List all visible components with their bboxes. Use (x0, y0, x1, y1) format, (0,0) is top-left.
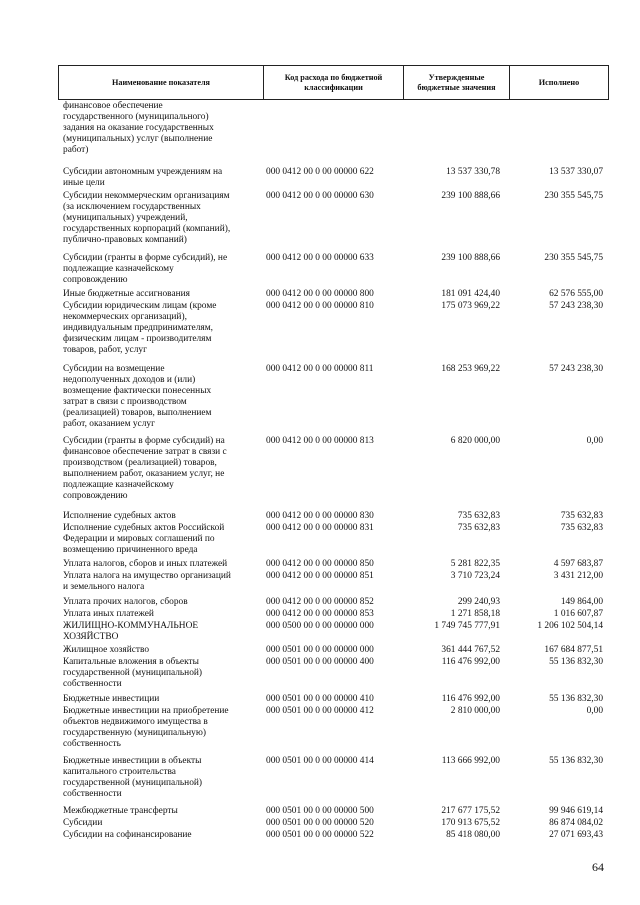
row-code: 000 0412 00 0 00 00000 831 (266, 523, 374, 533)
row-done: 1 016 607,87 (553, 609, 603, 619)
header-name: Наименование показателя (59, 66, 264, 100)
header-done: Исполнено (510, 66, 609, 100)
row-code: 000 0412 00 0 00 00000 810 (266, 301, 374, 311)
row-code: 000 0412 00 0 00 00000 850 (266, 559, 374, 569)
row-done: 735 632,83 (560, 511, 603, 521)
row-name: Субсидии на возмещение недополученных доходов и (или) возмещение фактически понесенных затрат в связи с производством (реализацией) товаров, выполнением работ, оказанием услуг (63, 364, 212, 430)
row-name: Уплата прочих налогов, сборов (63, 597, 188, 607)
row-done: 735 632,83 (560, 523, 603, 533)
row-code: 000 0501 00 0 00 00000 500 (266, 806, 374, 816)
row-approved: 239 100 888,66 (441, 191, 500, 201)
row-done: 13 537 330,07 (549, 167, 603, 177)
row-code: 000 0501 00 0 00 00000 412 (266, 706, 374, 716)
row-done: 99 946 619,14 (549, 806, 603, 816)
table-header (58, 65, 609, 100)
row-approved: 170 913 675,52 (441, 818, 500, 828)
row-approved: 239 100 888,66 (441, 253, 500, 263)
row-code: 000 0412 00 0 00 00000 813 (266, 436, 374, 446)
row-code: 000 0501 00 0 00 00000 000 (266, 645, 374, 655)
row-name: Субсидии автономным учреждениям на иные цели (63, 167, 223, 189)
row-name: ЖИЛИЩНО-КОММУНАЛЬНОЕ ХОЗЯЙСТВО (63, 621, 199, 643)
row-name: Межбюджетные трансферты (63, 806, 178, 816)
row-approved: 217 677 175,52 (441, 806, 500, 816)
row-done: 57 243 238,30 (549, 364, 603, 374)
row-approved: 5 281 822,35 (450, 559, 500, 569)
row-code: 000 0412 00 0 00 00000 851 (266, 571, 374, 581)
row-name: Уплата иных платежей (63, 609, 154, 619)
row-done: 0,00 (586, 436, 603, 446)
row-done: 62 576 555,00 (549, 289, 603, 299)
row-approved: 361 444 767,52 (441, 645, 500, 655)
row-approved: 2 810 000,00 (450, 706, 500, 716)
row-done: 55 136 832,30 (549, 694, 603, 704)
row-approved: 116 476 992,00 (441, 657, 500, 667)
header-approved: Утвержденные бюджетные значения (404, 66, 510, 100)
row-approved: 113 666 992,00 (441, 756, 500, 766)
row-done: 4 597 683,87 (553, 559, 603, 569)
row-name: Бюджетные инвестиции (63, 694, 160, 704)
row-approved: 3 710 723,24 (450, 571, 500, 581)
row-approved: 85 418 080,00 (446, 830, 500, 840)
row-name: Уплата налогов, сборов и иных платежей (63, 559, 228, 569)
row-code: 000 0501 00 0 00 00000 522 (266, 830, 374, 840)
row-approved: 168 253 969,22 (441, 364, 500, 374)
row-done: 57 243 238,30 (549, 301, 603, 311)
row-code: 000 0412 00 0 00 00000 633 (266, 253, 374, 263)
header-code: Код расхода по бюджетной классификации (264, 66, 404, 100)
row-name: Бюджетные инвестиции в объекты капитального строительства государственной (муниципальной) собственности (63, 756, 203, 800)
row-done: 0,00 (586, 706, 603, 716)
row-code: 000 0412 00 0 00 00000 630 (266, 191, 374, 201)
row-code: 000 0412 00 0 00 00000 800 (266, 289, 374, 299)
row-name: Бюджетные инвестиции на приобретение объектов недвижимого имущества в государственную (муниципальную) собственность (63, 706, 229, 750)
row-approved: 13 537 330,78 (446, 167, 500, 177)
row-code: 000 0501 00 0 00 00000 520 (266, 818, 374, 828)
row-approved: 1 749 745 777,91 (434, 621, 500, 631)
row-approved: 6 820 000,00 (450, 436, 500, 446)
page-number: 64 (592, 860, 604, 874)
row-approved: 735 632,83 (457, 523, 500, 533)
row-code: 000 0412 00 0 00 00000 830 (266, 511, 374, 521)
row-done: 55 136 832,30 (549, 657, 603, 667)
row-done: 86 874 084,02 (549, 818, 603, 828)
row-name: Субсидии (гранты в форме субсидий), не подлежащие казначейскому сопровождению (63, 253, 228, 286)
row-done: 230 355 545,75 (544, 253, 603, 263)
row-done: 167 684 877,51 (544, 645, 603, 655)
row-done: 3 431 212,00 (553, 571, 603, 581)
row-done: 55 136 832,30 (549, 756, 603, 766)
row-code: 000 0412 00 0 00 00000 853 (266, 609, 374, 619)
row-code: 000 0501 00 0 00 00000 414 (266, 756, 374, 766)
row-approved: 175 073 969,22 (441, 301, 500, 311)
row-approved: 299 240,93 (457, 597, 500, 607)
row-name: Исполнение судебных актов (63, 511, 176, 521)
row-code: 000 0501 00 0 00 00000 410 (266, 694, 374, 704)
row-code: 000 0500 00 0 00 00000 000 (266, 621, 374, 631)
row-approved: 116 476 992,00 (441, 694, 500, 704)
row-done: 149 864,00 (560, 597, 603, 607)
row-name: Субсидии (63, 818, 103, 828)
row-name: Иные бюджетные ассигнования (63, 289, 190, 299)
row-done: 1 206 102 504,14 (537, 621, 603, 631)
row-name: Исполнение судебных актов Российской Федерации и мировых соглашений по возмещению причиненного вреда (63, 523, 225, 556)
row-done: 230 355 545,75 (544, 191, 603, 201)
row-approved: 181 091 424,40 (441, 289, 500, 299)
row-name: Субсидии юридическим лицам (кроме некоммерческих организаций), индивидуальным предпринимателям, физическим лицам - производителям товаров, работ, услуг (63, 301, 217, 356)
row-done: 27 071 693,43 (549, 830, 603, 840)
row-approved: 1 271 858,18 (450, 609, 500, 619)
row-name: Субсидии некоммерческим организациям (за исключением государственных (муниципальных) учреждений, государственных корпораций (компаний), публично-правовых компаний) (63, 191, 231, 246)
row-code: 000 0501 00 0 00 00000 400 (266, 657, 374, 667)
row-name: Субсидии на софинансирование (63, 830, 192, 840)
row-name: финансовое обеспечение государственного (муниципального) задания на оказание государственных (муниципальных) услуг (выполнение работ) (63, 101, 214, 156)
row-name: Жилищное хозяйство (63, 645, 150, 655)
row-code: 000 0412 00 0 00 00000 622 (266, 167, 374, 177)
row-name: Уплата налога на имущество организаций и земельного налога (63, 571, 231, 593)
row-name: Капитальные вложения в объекты государственной (муниципальной) собственности (63, 657, 203, 690)
row-code: 000 0412 00 0 00 00000 811 (266, 364, 374, 374)
row-approved: 735 632,83 (457, 511, 500, 521)
row-name: Субсидии (гранты в форме субсидий) на финансовое обеспечение затрат в связи с производством (реализацией) товаров, выполнением работ, оказанием услуг, не подлежащие казначейскому сопровождению (63, 436, 227, 502)
row-code: 000 0412 00 0 00 00000 852 (266, 597, 374, 607)
